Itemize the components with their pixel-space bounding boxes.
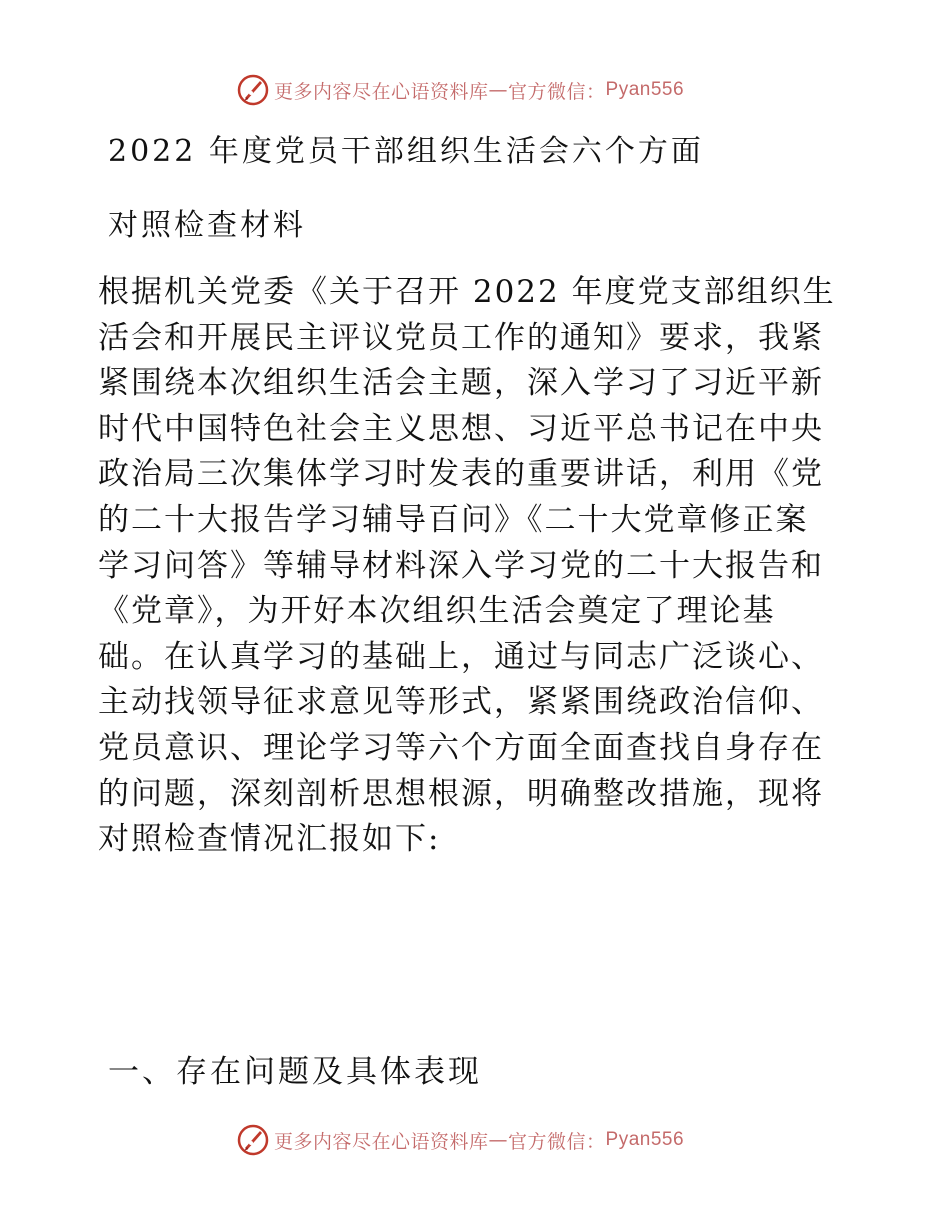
document-title-line-2: 对照检查材料 — [108, 208, 306, 243]
body-line: 党员意识、理论学习等六个方面全面查找自身存在 — [98, 729, 824, 766]
watermark-wechat-id: Pyan556 — [605, 79, 685, 100]
watermark-dash: — — [488, 79, 509, 101]
footer-watermark — [236, 1122, 756, 1158]
watermark-dash: — — [488, 1129, 509, 1151]
body-line: 础。在认真学习的基础上，通过与同志广泛谈心、 — [98, 638, 824, 675]
document-title-line-1: 2022 年度党员干部组织生活会六个方面 — [108, 134, 704, 169]
watermark-wechat-id: Pyan556 — [605, 1129, 685, 1150]
body-line: 学习问答》等辅导材料深入学习党的二十大报告和 — [98, 547, 824, 584]
body-paragraph — [98, 270, 858, 863]
body-line: 紧围绕本次组织生活会主题，深入学习了习近平新 — [98, 365, 824, 402]
body-line: 主动找领导征求意见等形式，紧紧围绕政治信仰、 — [98, 684, 824, 721]
body-line: 的二十大报告学习辅导百问》《二十大党章修正案 — [98, 501, 809, 538]
quill-pen-logo-icon — [236, 1123, 270, 1157]
body-line: 对照检查情况汇报如下: — [98, 821, 441, 858]
header-watermark — [236, 72, 756, 108]
watermark-label: 官方微信： — [508, 80, 606, 103]
body-line: 的问题，深刻剖析思想根源，明确整改措施，现将 — [98, 775, 824, 812]
section-heading: 一、存在问题及具体表现 — [108, 1054, 482, 1090]
quill-pen-logo-icon — [236, 73, 270, 107]
body-line: 《党章》，为开好本次组织生活会奠定了理论基 — [98, 593, 776, 630]
body-line: 时代中国特色社会主义思想、习近平总书记在中央 — [98, 410, 824, 447]
body-line: 根据机关党委《关于召开 2022 年度党支部组织生 — [98, 274, 836, 310]
body-line: 活会和开展民主评议党员工作的通知》要求，我紧 — [98, 319, 824, 356]
watermark-brand-text: 更多内容尽在心语资料库 — [274, 80, 489, 103]
body-line: 政治局三次集体学习时发表的重要讲话，利用《党 — [98, 456, 824, 493]
watermark-brand-text: 更多内容尽在心语资料库 — [274, 1130, 489, 1153]
watermark-label: 官方微信： — [508, 1130, 606, 1153]
